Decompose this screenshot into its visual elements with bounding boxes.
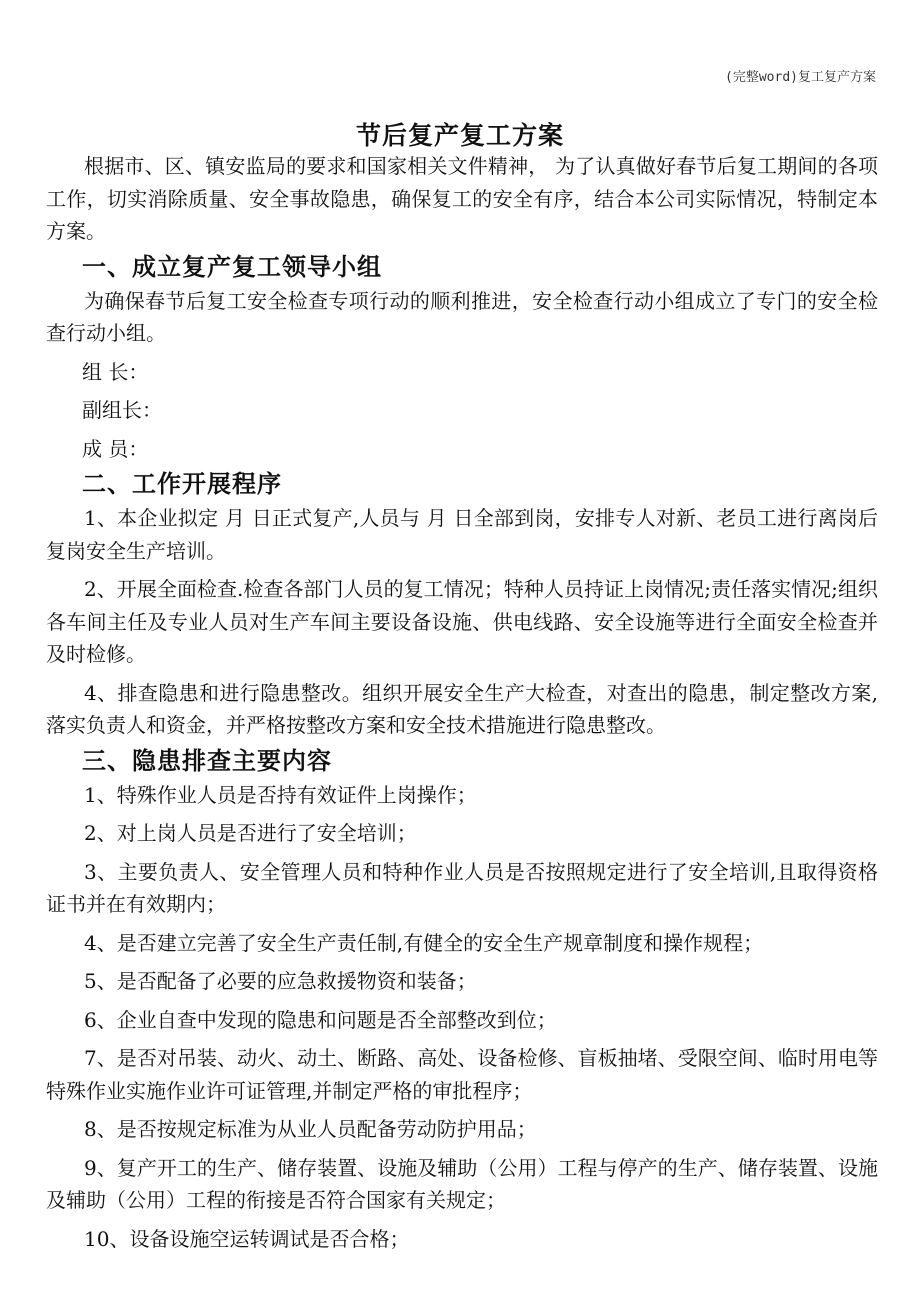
section-3-item: 2、对上岗人员是否进行了安全培训； <box>84 821 417 845</box>
section-2-item: 4、排查隐患和进行隐患整改。组织开展安全生产大检查，对查出的隐患，制定整改方案,落实负责人和资金，并严格按整改方案和安全技术措施进行隐患整改。 <box>46 680 878 737</box>
section-3-item: 8、是否按规定标准为从业人员配备劳动防护用品； <box>84 1117 537 1141</box>
section-1-paragraph: 为确保春节后复工安全检查专项行动的顺利推进，安全检查行动小组成立了专门的安全检查行动小组。 <box>46 288 878 345</box>
role-leader: 组 长： <box>82 359 149 384</box>
section-3-item: 9、复产开工的生产、储存装置、设施及辅助（公用）工程与停产的生产、储存装置、设施及辅助（公用）工程的衔接是否符合国家有关规定； <box>46 1155 878 1212</box>
section-3-item: 5、是否配备了必要的应急救援物资和装备； <box>84 969 477 993</box>
header-note: (完整word)复工复产方案 <box>725 70 876 85</box>
section-2-item: 2、开展全面检查.检查各部门人员的复工情况；特种人员持证上岗情况;责任落实情况;组织各车间主任及专业人员对生产车间主要设备设施、供电线路、安全设施等进行全面安全检查并及时检修。 <box>46 577 878 666</box>
section-3-item: 10、设备设施空运转调试是否合格； <box>84 1226 410 1251</box>
section-3-item: 4、是否建立完善了安全生产责任制,有健全的安全生产规章制度和操作规程； <box>84 930 764 955</box>
section-2-heading: 二、工作开展程序 <box>82 469 282 498</box>
section-2-item: 1、本企业拟定 月 日正式复产,人员与 月 日全部到岗，安排专人对新、老员工进行离岗后复岗安全生产培训。 <box>46 506 878 563</box>
section-3-item: 7、是否对吊装、动火、动土、断路、高处、设备检修、盲板抽堵、受限空间、临时用电等特殊作业实施作业许可证管理,并制定严格的审批程序； <box>46 1046 878 1103</box>
document-title: 节后复产复工方案 <box>355 121 564 150</box>
section-3-heading: 三、隐患排查主要内容 <box>82 745 332 775</box>
section-1-heading: 一、成立复产复工领导小组 <box>82 251 382 281</box>
role-members: 成 员： <box>82 436 149 461</box>
document-body <box>46 150 878 1255</box>
section-3-item: 3、主要负责人、安全管理人员和特种作业人员是否按照规定进行了安全培训,且取得资格证书并在有效期内； <box>46 859 878 916</box>
section-3-item: 6、企业自查中发现的隐患和问题是否全部整改到位； <box>84 1007 557 1032</box>
role-deputy-leader: 副组长： <box>82 398 162 422</box>
section-3-item: 1、特殊作业人员是否持有效证件上岗操作； <box>84 782 477 807</box>
intro-paragraph: 根据市、区、镇安监局的要求和国家相关文件精神， 为了认真做好春节后复工期间的各项工作，切实消除质量、安全事故隐患，确保复工的安全有序，结合本公司实际情况，特制定本方案。 <box>46 154 878 243</box>
